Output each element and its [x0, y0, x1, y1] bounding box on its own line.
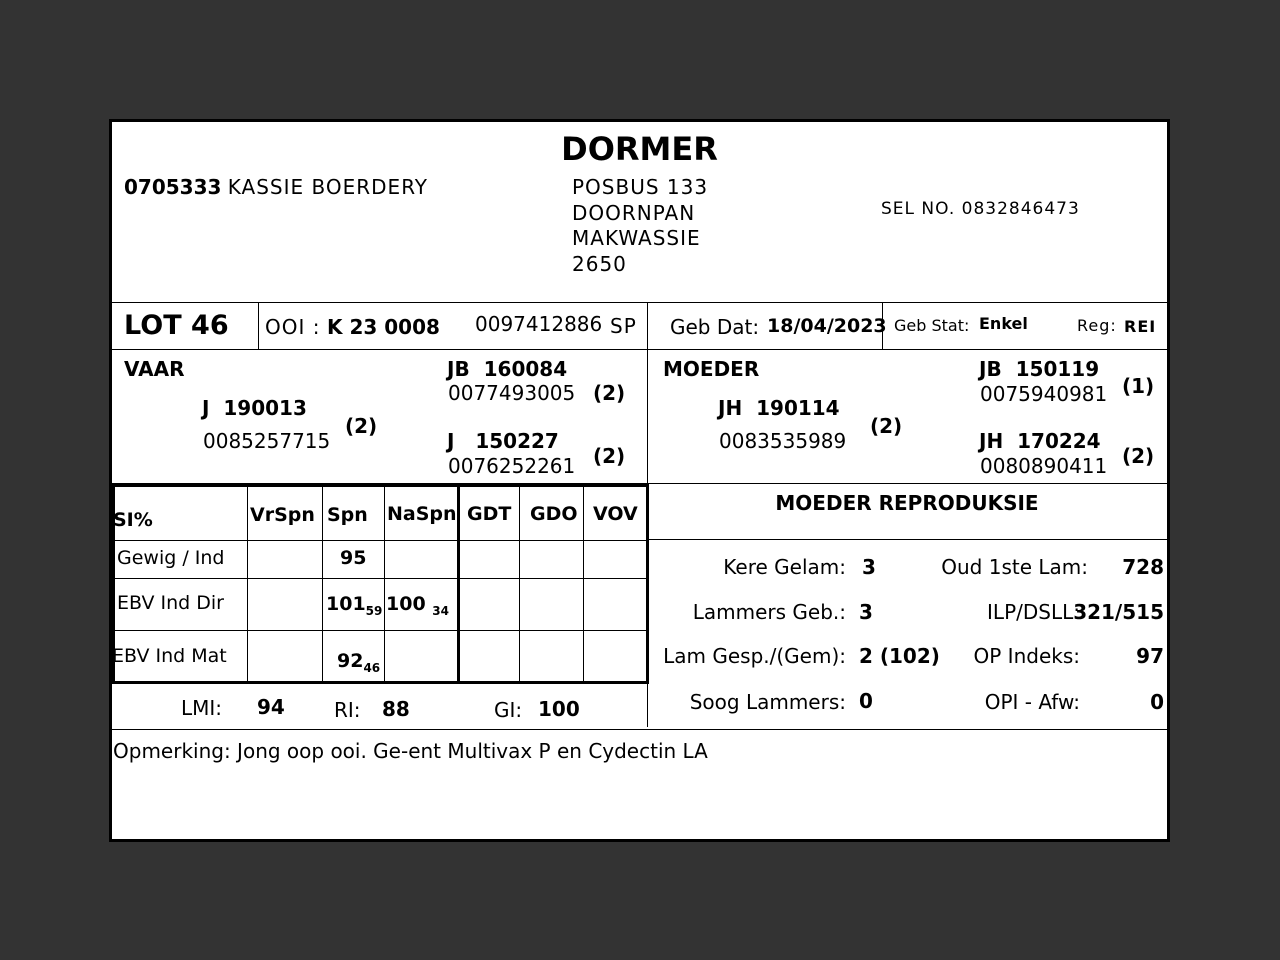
dam-dam-id: JH 170224: [979, 429, 1101, 453]
table-header: NaSpn: [387, 503, 457, 525]
table-header: GDT: [467, 503, 512, 525]
repro-label: Lam Gesp./(Gem):: [663, 644, 846, 668]
lot-value: 46: [191, 310, 229, 341]
table-col-line: [384, 484, 385, 682]
table-cell: $92_{46}$: [337, 650, 381, 675]
repro-label: Soog Lammers:: [689, 690, 846, 714]
address-line: DOORNPAN: [572, 200, 696, 225]
dam-grade: (2): [870, 414, 903, 438]
dam-dam-grade: (2): [1122, 444, 1155, 468]
address-line: MAKWASSIE: [572, 226, 701, 250]
gi-label: GI:: [494, 698, 523, 722]
birth-status-label: Geb Stat:: [894, 316, 970, 335]
repro-label: Oud 1ste Lam:: [941, 555, 1088, 579]
divider: [112, 729, 1170, 730]
dam-sire-id: JB 150119: [979, 357, 1100, 381]
dam-sire-grade: (1): [1122, 374, 1155, 398]
address-block: [572, 175, 708, 277]
table-header: SI%: [113, 509, 153, 531]
table-header: Spn: [327, 504, 368, 526]
birth-status: Enkel: [979, 314, 1028, 333]
sire-num: 0085257715: [203, 429, 331, 453]
sire-dam-num: 0076252261: [448, 454, 576, 478]
repro-value: 2 (102): [859, 644, 940, 668]
sire-sire-grade: (2): [593, 381, 626, 405]
ooi-code: SP: [610, 314, 637, 338]
address-line: POSBUS 133: [572, 175, 709, 199]
ri-label: RI:: [334, 698, 361, 722]
repro-value: 3: [862, 555, 876, 579]
table-col-line: [583, 484, 584, 682]
table-border: [457, 484, 460, 684]
repro-title: MOEDER REPRODUKSIE: [775, 491, 1039, 515]
cell-number: SEL NO. 0832846473: [881, 199, 1080, 219]
owner-name: KASSIE BOERDERY: [227, 175, 429, 199]
divider: [112, 302, 1170, 303]
sire-dam-grade: (2): [593, 444, 626, 468]
sire-sire-id: JB 160084: [447, 357, 568, 381]
dam-label: MOEDER: [663, 357, 760, 381]
table-row-line: [112, 630, 648, 631]
ri-value: 88: [382, 697, 410, 721]
repro-label: ILP/DSLL:: [987, 600, 1080, 624]
lot-number: [124, 310, 229, 341]
reg-label: Reg:: [1077, 316, 1117, 335]
divider: [258, 302, 259, 349]
table-col-line: [247, 484, 248, 682]
owner-number: 0705333: [124, 175, 222, 199]
table-row-line: [112, 540, 648, 541]
sire-sire-num: 0077493005: [448, 381, 576, 405]
remark: Opmerking: Jong oop ooi. Ge-ent Multivax P en Cydectin LA: [113, 739, 708, 763]
owner: [124, 175, 428, 199]
repro-value: 3: [859, 600, 873, 624]
table-row-label: Gewig / Ind: [117, 547, 225, 569]
breed-title: DORMER: [561, 130, 718, 168]
gi-value: 100: [538, 697, 580, 721]
table-cell: 100 $_{34}$: [386, 593, 449, 618]
repro-label: Kere Gelam:: [723, 555, 846, 579]
table-cell: $101_{59}$: [326, 593, 383, 618]
reg-value: REI: [1124, 317, 1157, 336]
sire-grade: (2): [345, 414, 378, 438]
ooi-label: OOI :: [265, 315, 321, 339]
table-row-line: [112, 578, 648, 579]
table-header: VOV: [593, 503, 638, 525]
dam-num: 0083535989: [719, 429, 847, 453]
table-header: GDO: [530, 503, 578, 525]
divider: [112, 349, 1170, 350]
repro-value: 0: [1150, 690, 1164, 714]
lot-label: LOT: [124, 310, 182, 341]
sire-label: VAAR: [124, 357, 185, 381]
table-row-label: EBV Ind Dir: [117, 592, 224, 614]
lmi-label: LMI:: [181, 696, 223, 720]
address-line: 2650: [572, 251, 627, 276]
table-border: [112, 681, 648, 684]
ooi-id: K 23 0008: [327, 315, 440, 339]
repro-label: OP Indeks:: [973, 644, 1080, 668]
dam-dam-num: 0080890411: [980, 454, 1108, 478]
birth-date: 18/04/2023: [767, 315, 887, 337]
sire-dam-id: J 150227: [447, 429, 559, 453]
lot-card: [109, 119, 1170, 842]
repro-value: 0: [859, 689, 873, 713]
repro-label: Lammers Geb.:: [692, 600, 846, 624]
dam-sire-num: 0075940981: [980, 382, 1108, 406]
repro-value: 97: [1136, 644, 1164, 668]
ooi-reg: 0097412886: [475, 312, 603, 336]
birth-date-label: Geb Dat:: [670, 315, 760, 339]
table-border: [112, 484, 648, 487]
repro-value: 728: [1122, 555, 1164, 579]
table-col-line: [322, 484, 323, 682]
table-cell: 95: [340, 547, 367, 569]
table-header: VrSpn: [250, 504, 315, 526]
repro-value: 321/515: [1073, 600, 1164, 624]
dam-id: JH 190114: [718, 396, 840, 420]
divider: [647, 539, 1170, 540]
repro-label: OPI - Afw:: [984, 690, 1080, 714]
table-row-label: EBV Ind Mat: [112, 645, 227, 667]
lmi-value: 94: [257, 695, 285, 719]
table-col-line: [519, 484, 520, 682]
sire-id: J 190013: [202, 396, 307, 420]
